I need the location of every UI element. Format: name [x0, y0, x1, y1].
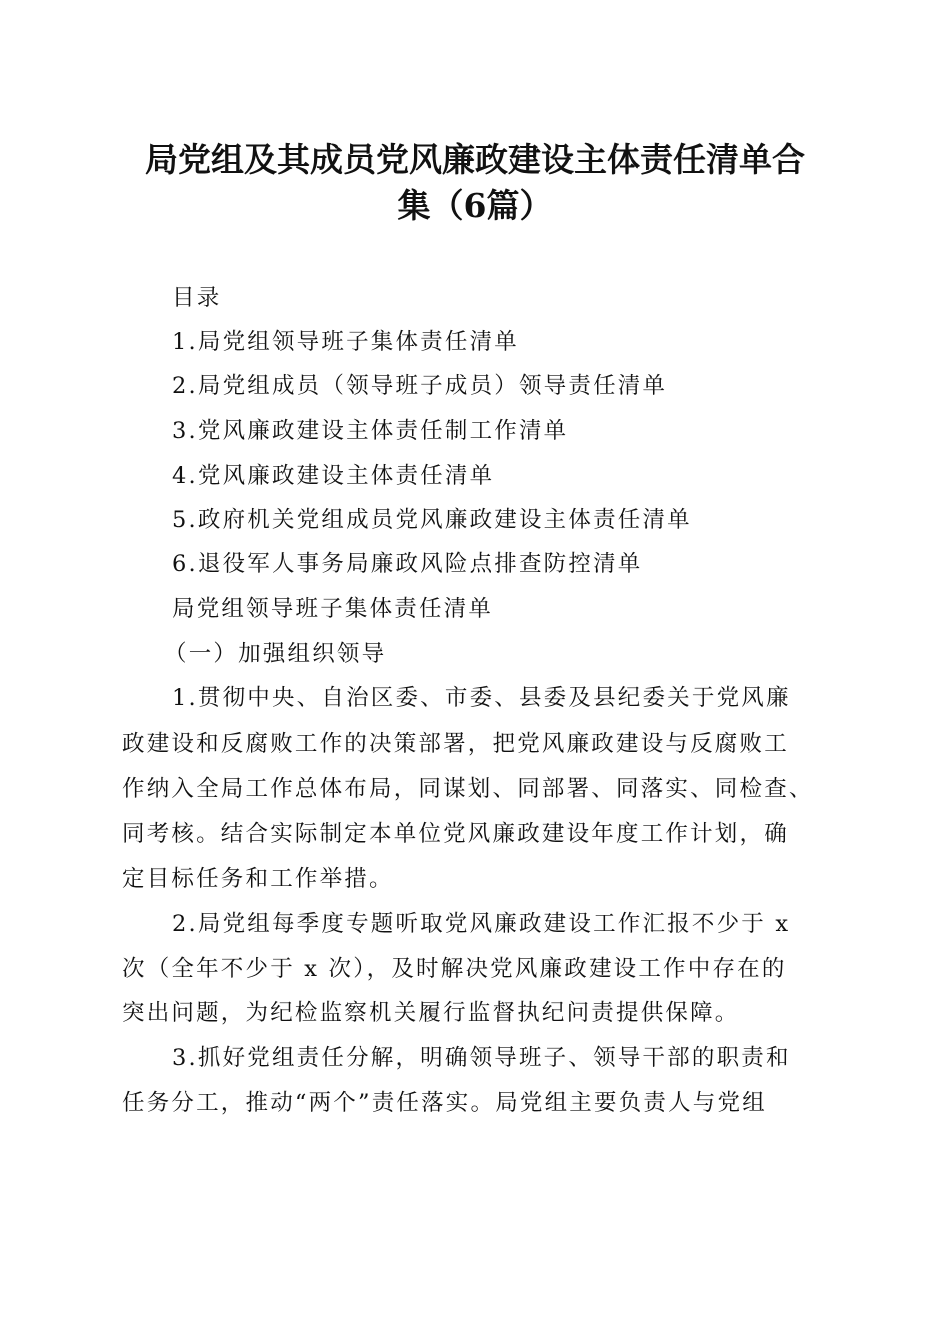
paragraph-line: 定目标任务和工作举措。 [122, 866, 394, 892]
paragraph-line: 1.贯彻中央、自治区委、市委、县委及县纪委关于党风廉 [172, 685, 791, 711]
paragraph-line: 3.抓好党组责任分解，明确领导班子、领导干部的职责和 [172, 1045, 791, 1071]
toc-heading: 目录 [172, 285, 222, 311]
toc-item: 5.政府机关党组成员党风廉政建设主体责任清单 [172, 507, 692, 533]
toc-item: 6.退役军人事务局廉政风险点排查防控清单 [172, 551, 643, 577]
paragraph-line: 次（全年不少于 x 次），及时解决党风廉政建设工作中存在的 [122, 956, 787, 982]
paragraph-line: 突出问题，为纪检监察机关履行监督执纪问责提供保障。 [122, 1000, 740, 1026]
toc-item: 1.局党组领导班子集体责任清单 [172, 329, 519, 355]
toc-item: 3.党风廉政建设主体责任制工作清单 [172, 418, 569, 444]
section-title: 局党组领导班子集体责任清单 [172, 596, 494, 622]
toc-item: 4.党风廉政建设主体责任清单 [172, 463, 495, 489]
paragraph-line: 政建设和反腐败工作的决策部署，把党风廉政建设与反腐败工 [122, 731, 789, 757]
paragraph-line: 作纳入全局工作总体布局，同谋划、同部署、同落实、同检查、 [122, 776, 814, 802]
paragraph-line: 任务分工，推动“两个”责任落实。局党组主要负责人与党组 [122, 1090, 767, 1116]
document-title-line-1: 局党组及其成员党风廉政建设主体责任清单合 [145, 140, 805, 179]
toc-item: 2.局党组成员（领导班子成员）领导责任清单 [172, 373, 668, 399]
paragraph-line: 2.局党组每季度专题听取党风廉政建设工作汇报不少于 x [172, 911, 791, 937]
subsection-title: （一）加强组织领导 [164, 641, 387, 667]
document-title-line-2: 集（6篇） [397, 186, 553, 225]
paragraph-line: 同考核。结合实际制定本单位党风廉政建设年度工作计划，确 [122, 821, 789, 847]
